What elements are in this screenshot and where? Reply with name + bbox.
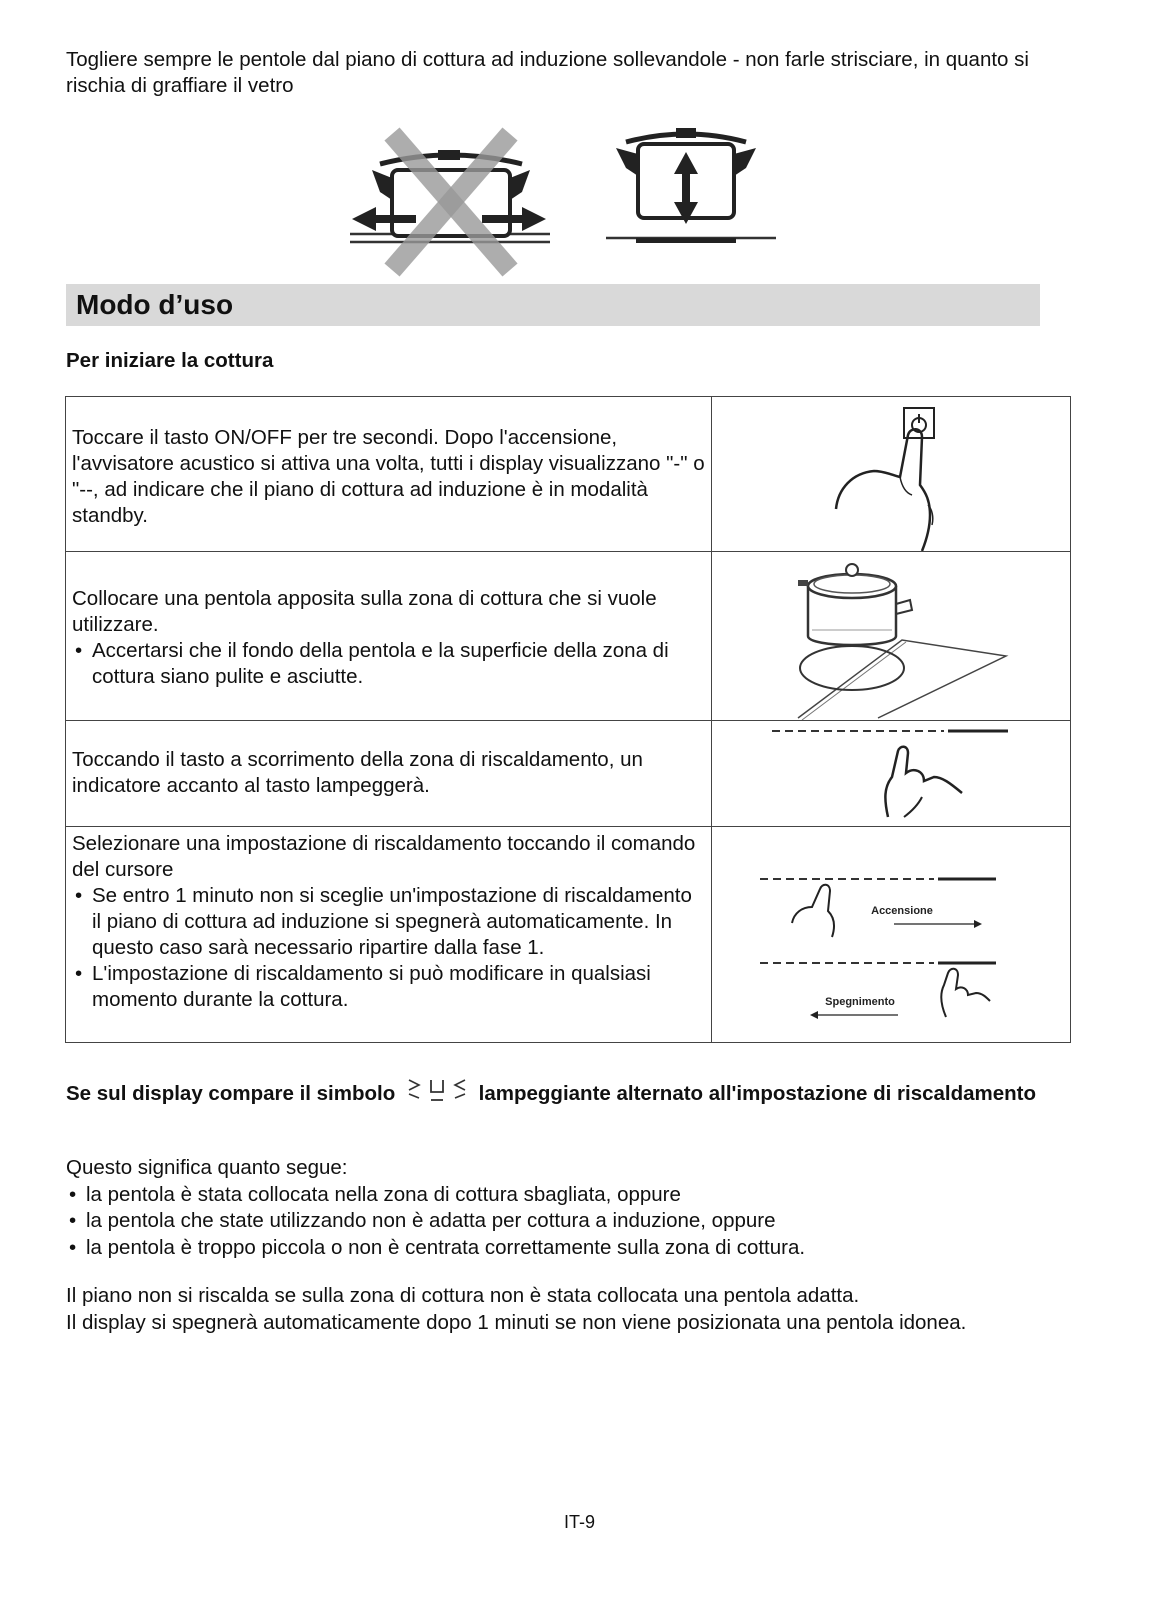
- list-item: • Accertarsi che il fondo della pentola e la superficie della zona di cottura siano pulite e asciutte.: [72, 638, 705, 690]
- steps-table: [65, 396, 1071, 1043]
- step-image-cell: [712, 552, 1071, 721]
- list-item: • la pentola è stata collocata nella zona di cottura sbagliata, oppure: [66, 1182, 1066, 1209]
- pot-lifting-correct-icon: [606, 128, 776, 243]
- step-row-4: [66, 827, 1071, 1043]
- page-number: IT-9: [563, 1512, 595, 1532]
- warning-heading: [66, 1076, 1066, 1107]
- warning-text-after: lampeggiante alternato all'impostazione di riscaldamento: [478, 1082, 1037, 1105]
- step-row-1: [66, 397, 1071, 552]
- step-2-text: Collocare una pentola apposita sulla zona di cottura che si vuole utilizzare.: [72, 587, 657, 636]
- list-item: • Se entro 1 minuto non si sceglie un'impostazione di riscaldamento il piano di cottura ad induzione si spegnerà automaticamente. In questo caso sarà necessario ripartire dalla fase 1.: [72, 883, 705, 961]
- step-text-cell: [66, 721, 712, 827]
- step-image-cell: [712, 827, 1071, 1043]
- step-2-bullets: [72, 638, 705, 690]
- closing-line-2: Il display si spegnerà automaticamente dopo 1 minuti se non viene posizionata una pentola idonea.: [66, 1310, 967, 1334]
- closing-paragraph: [66, 1283, 1066, 1336]
- meaning-intro: Questo significa quanto segue:: [66, 1156, 348, 1179]
- step-text-cell: [66, 552, 712, 721]
- step-4-text: Selezionare una impostazione di riscaldamento toccando il comando del cursore: [72, 832, 696, 881]
- spegnimento-label: Spegnimento: [825, 996, 896, 1008]
- meaning-bullets: [66, 1182, 1066, 1262]
- list-item: • la pentola è troppo piccola o non è centrata correttamente sulla zona di cottura.: [66, 1235, 1066, 1262]
- pot-on-cooking-zone-icon: [712, 552, 1068, 720]
- hand-pressing-power-icon: [712, 397, 1068, 551]
- step-1-text: Toccare il tasto ON/OFF per tre secondi. Dopo l'accensione, l'avvisatore acustico si attiva una volta, tutti i display visualizzano "-" o "--, ad indicare che il piano di cottura ad induzione è in modalità standby.: [72, 426, 705, 527]
- hand-touching-slider-icon: [712, 721, 1068, 826]
- accensione-label: Accensione: [871, 905, 934, 917]
- slider-swipe-icon: [712, 827, 1068, 1042]
- flashing-u-pan-icon: [405, 1076, 469, 1104]
- step-image-cell: [712, 721, 1071, 827]
- list-item: • L'impostazione di riscaldamento si può modificare in qualsiasi momento durante la cottura.: [72, 961, 705, 1013]
- step-image-cell: [712, 397, 1071, 552]
- section-title: Modo d’uso: [76, 289, 234, 320]
- pot-lifting-illustration: [340, 122, 800, 280]
- step-text-cell: [66, 827, 712, 1043]
- section-header: [66, 284, 1040, 326]
- intro-paragraph: Togliere sempre le pentole dal piano di cottura ad induzione sollevandole - non farle strisciare, in quanto si rischia di graffiare il vetro: [66, 48, 1029, 97]
- meaning-block: [66, 1155, 1066, 1261]
- list-item: • la pentola che state utilizzando non è adatta per cottura a induzione, oppure: [66, 1208, 1066, 1235]
- pot-sliding-wrong-icon: [350, 134, 550, 270]
- warning-text-before: Se sul display compare il simbolo: [66, 1082, 396, 1105]
- step-4-bullets: [72, 883, 705, 1013]
- step-text-cell: [66, 397, 712, 552]
- subheading: Per iniziare la cottura: [66, 349, 274, 372]
- step-row-2: [66, 552, 1071, 721]
- step-row-3: [66, 721, 1071, 827]
- closing-line-1: Il piano non si riscalda se sulla zona di cottura non è stata collocata una pentola adatta.: [66, 1284, 860, 1307]
- step-3-text: Toccando il tasto a scorrimento della zona di riscaldamento, un indicatore accanto al tasto lampeggerà.: [72, 748, 643, 797]
